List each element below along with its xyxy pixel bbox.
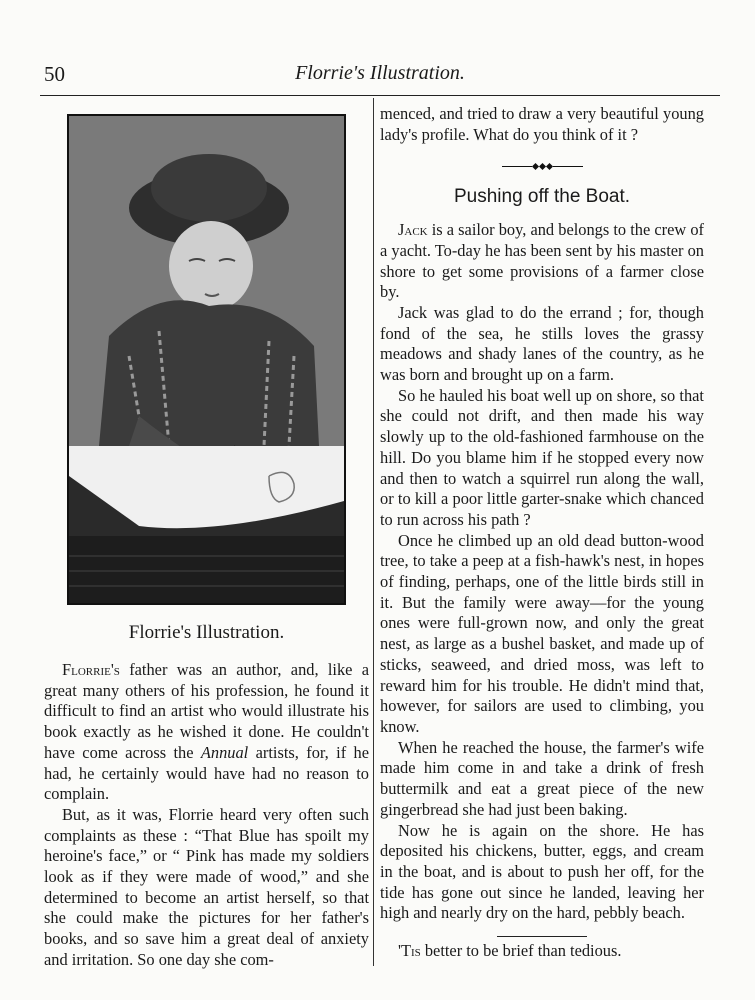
right-article-heading: Pushing off the Boat. (453, 186, 631, 208)
right-column (380, 104, 704, 962)
left-paragraph-1 (44, 660, 369, 805)
ornament-diamond (545, 163, 552, 170)
right-paragraph-6: Now he is again on the shore. He has deposited his chickens, butter, eggs, and cream in the boat, and is about to push her off, for the tide has gone out since he landed, leaving her high and nearly dry on the hard, pebbly beach. (380, 820, 704, 923)
left-paragraph-2: But, as it was, Florrie heard very often such complaints as these : “That Blue has spoilt my heroine's face,” or “ Pink has made my soldiers look as if they were made of wood,” and she determined to become an artist herself, so that she could make the pictures for her father's books, and so save him a great deal of anxiety and irritation. So one day she com- (44, 804, 369, 969)
paragraph-text: better to be brief than tedious. (420, 941, 622, 961)
ornament-divider (380, 155, 704, 169)
paragraph-text: father was an author, and, like a great many others of his profession, he found it difficult to find an artist who would illustrate his book exactly as he wished it done. He couldn't have come across the (44, 660, 369, 762)
page-header (40, 62, 720, 92)
ornament-diamond (531, 163, 538, 170)
dropcap-word: Florrie's (62, 660, 120, 679)
left-column (44, 660, 369, 971)
illustration-svg (69, 116, 344, 603)
ornament-line (502, 166, 532, 167)
right-paragraph-1 (380, 220, 704, 303)
right-paragraph-2: Jack was glad to do the errand ; for, though fond of the sea, he stills loves the grassy meadows and shady lanes of the country, as he was born and brought up on a farm. (380, 302, 704, 385)
short-rule (497, 936, 587, 937)
right-paragraph-4: Once he climbed up an old dead button-wood tree, to take a peep at a fish-hawk's nest, in hopes of finding, perhaps, one of the little birds still in it. But the family were away—for the young ones were full-grown now, and only the great nest, as large as a bushel basket, and made up of sticks, seaweed, and dried moss, was left to reward him for his trouble. He didn't mind that, however, for sailors are used to climbing, you know. (380, 530, 704, 736)
ornament-line (553, 166, 583, 167)
header-rule (40, 95, 720, 96)
right-paragraph-3: So he hauled his boat well up on shore, so that she could not drift, and then made his way slowly up to the old-fashioned farmhouse on the hill. Do you blame him if he stopped every now and then to watch a squirrel run along the wall, or to kill a poor little garter-snake which chanced to run across his path ? (380, 385, 704, 529)
paragraph-text: artists, for, if he had, he certainly would have had no reason to complain. (44, 742, 369, 804)
left-article-heading: Florrie's Illustration. (128, 622, 285, 643)
page-number: 50 (44, 62, 65, 86)
dropcap-word: Jack (398, 220, 428, 240)
continued-paragraph: menced, and tried to draw a very beautiful young lady's profile. What do you think of it ? (380, 104, 704, 144)
right-paragraph-5: When he reached the house, the farmer's wife made him come in and take a drink of fresh buttermilk and eat a great piece of the new gingerbread she had just been baking. (380, 737, 704, 819)
proverb (380, 941, 704, 962)
running-title: Florrie's Illustration. (295, 62, 465, 84)
child-drawing-engraving-icon (67, 114, 346, 605)
paragraph-text: is a sailor boy, and belongs to the crew of a yacht. To-day he has been sent by his master on shore to get some provisions of a farmer close by. (380, 220, 704, 302)
column-divider (373, 98, 374, 966)
dropcap-word: 'Tis (398, 941, 421, 961)
ornament-diamond (538, 163, 545, 170)
annual-italic: Annual (200, 742, 249, 762)
